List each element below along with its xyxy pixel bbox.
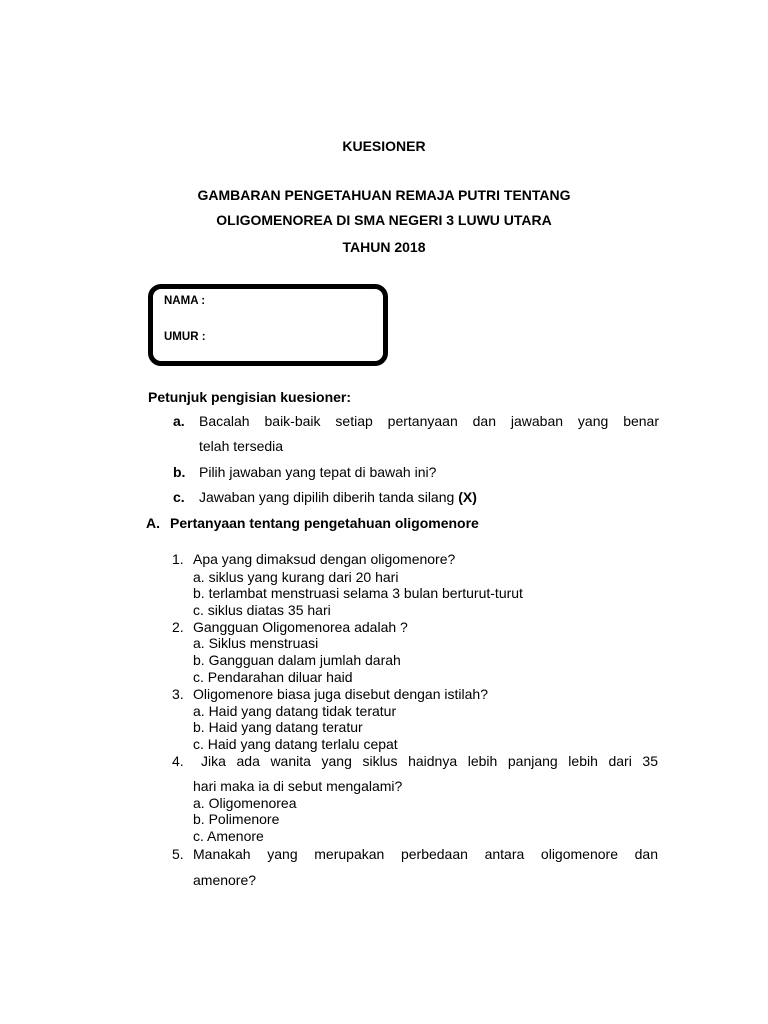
question-1-number: 1. (172, 551, 184, 567)
age-field-label: UMUR : (164, 331, 206, 343)
instruction-b-text: Pilih jawaban yang tepat di bawah ini? (199, 464, 437, 480)
instruction-a-text: Bacalah baik-baik setiap pertanyaan dan jawaban yang benar (199, 413, 659, 429)
instruction-a-text-cont: telah tersedia (199, 438, 284, 454)
question-4-text-cont: hari maka ia di sebut mengalami? (193, 778, 403, 794)
question-4-option-b: b. Polimenore (193, 811, 280, 827)
question-1-text: Apa yang dimaksud dengan oligomenore? (193, 551, 456, 567)
question-2-option-a: a. Siklus menstruasi (193, 635, 319, 651)
question-3-number: 3. (172, 686, 184, 702)
question-2-text: Gangguan Oligomenorea adalah ? (193, 619, 408, 635)
subtitle-line-1: GAMBARAN PENGETAHUAN REMAJA PUTRI TENTANG (197, 187, 571, 203)
question-3-option-c: c. Haid yang datang terlalu cepat (193, 736, 398, 752)
question-5-number: 5. (172, 846, 184, 862)
question-4-option-c: c. Amenore (193, 828, 264, 844)
question-3-text: Oligomenore biasa juga disebut dengan istilah? (193, 686, 488, 702)
question-4-text: Jika ada wanita yang siklus haidnya lebih panjang lebih dari 35 (201, 753, 658, 769)
instruction-a-marker: a. (173, 413, 185, 429)
question-5-text: Manakah yang merupakan perbedaan antara oligomenore dan (193, 846, 658, 862)
question-1-option-a: a. siklus yang kurang dari 20 hari (193, 569, 399, 585)
question-1-option-c: c. siklus diatas 35 hari (193, 602, 331, 618)
question-4-option-a: a. Oligomenorea (193, 795, 297, 811)
instruction-c-text (199, 489, 477, 505)
question-4-number: 4. (172, 753, 184, 769)
identity-box (148, 284, 388, 366)
subtitle-year: TAHUN 2018 (342, 239, 426, 255)
question-2-option-b: b. Gangguan dalam jumlah darah (193, 652, 401, 668)
section-a-heading: Pertanyaan tentang pengetahuan oligomenore (170, 515, 479, 531)
instruction-c-emphasis: (X) (458, 489, 477, 505)
question-2-option-c: c. Pendarahan diluar haid (193, 669, 353, 685)
name-field-label: NAMA : (164, 295, 206, 307)
question-3-option-a: a. Haid yang datang tidak teratur (193, 703, 397, 719)
question-1-option-b: b. terlambat menstruasi selama 3 bulan berturut-turut (193, 585, 523, 601)
question-5-text-cont: amenore? (193, 872, 257, 888)
subtitle-line-2: OLIGOMENOREA DI SMA NEGERI 3 LUWU UTARA (216, 212, 552, 228)
section-a-marker: A. (146, 515, 160, 531)
document-title: KUESIONER (342, 138, 426, 154)
question-3-option-b: b. Haid yang datang teratur (193, 719, 363, 735)
instruction-b-marker: b. (173, 464, 186, 480)
instruction-c-marker: c. (173, 489, 185, 505)
instruction-c-body: Jawaban yang dipilih diberih tanda silang (199, 489, 455, 505)
question-2-number: 2. (172, 619, 184, 635)
instructions-heading: Petunjuk pengisian kuesioner: (148, 389, 352, 405)
